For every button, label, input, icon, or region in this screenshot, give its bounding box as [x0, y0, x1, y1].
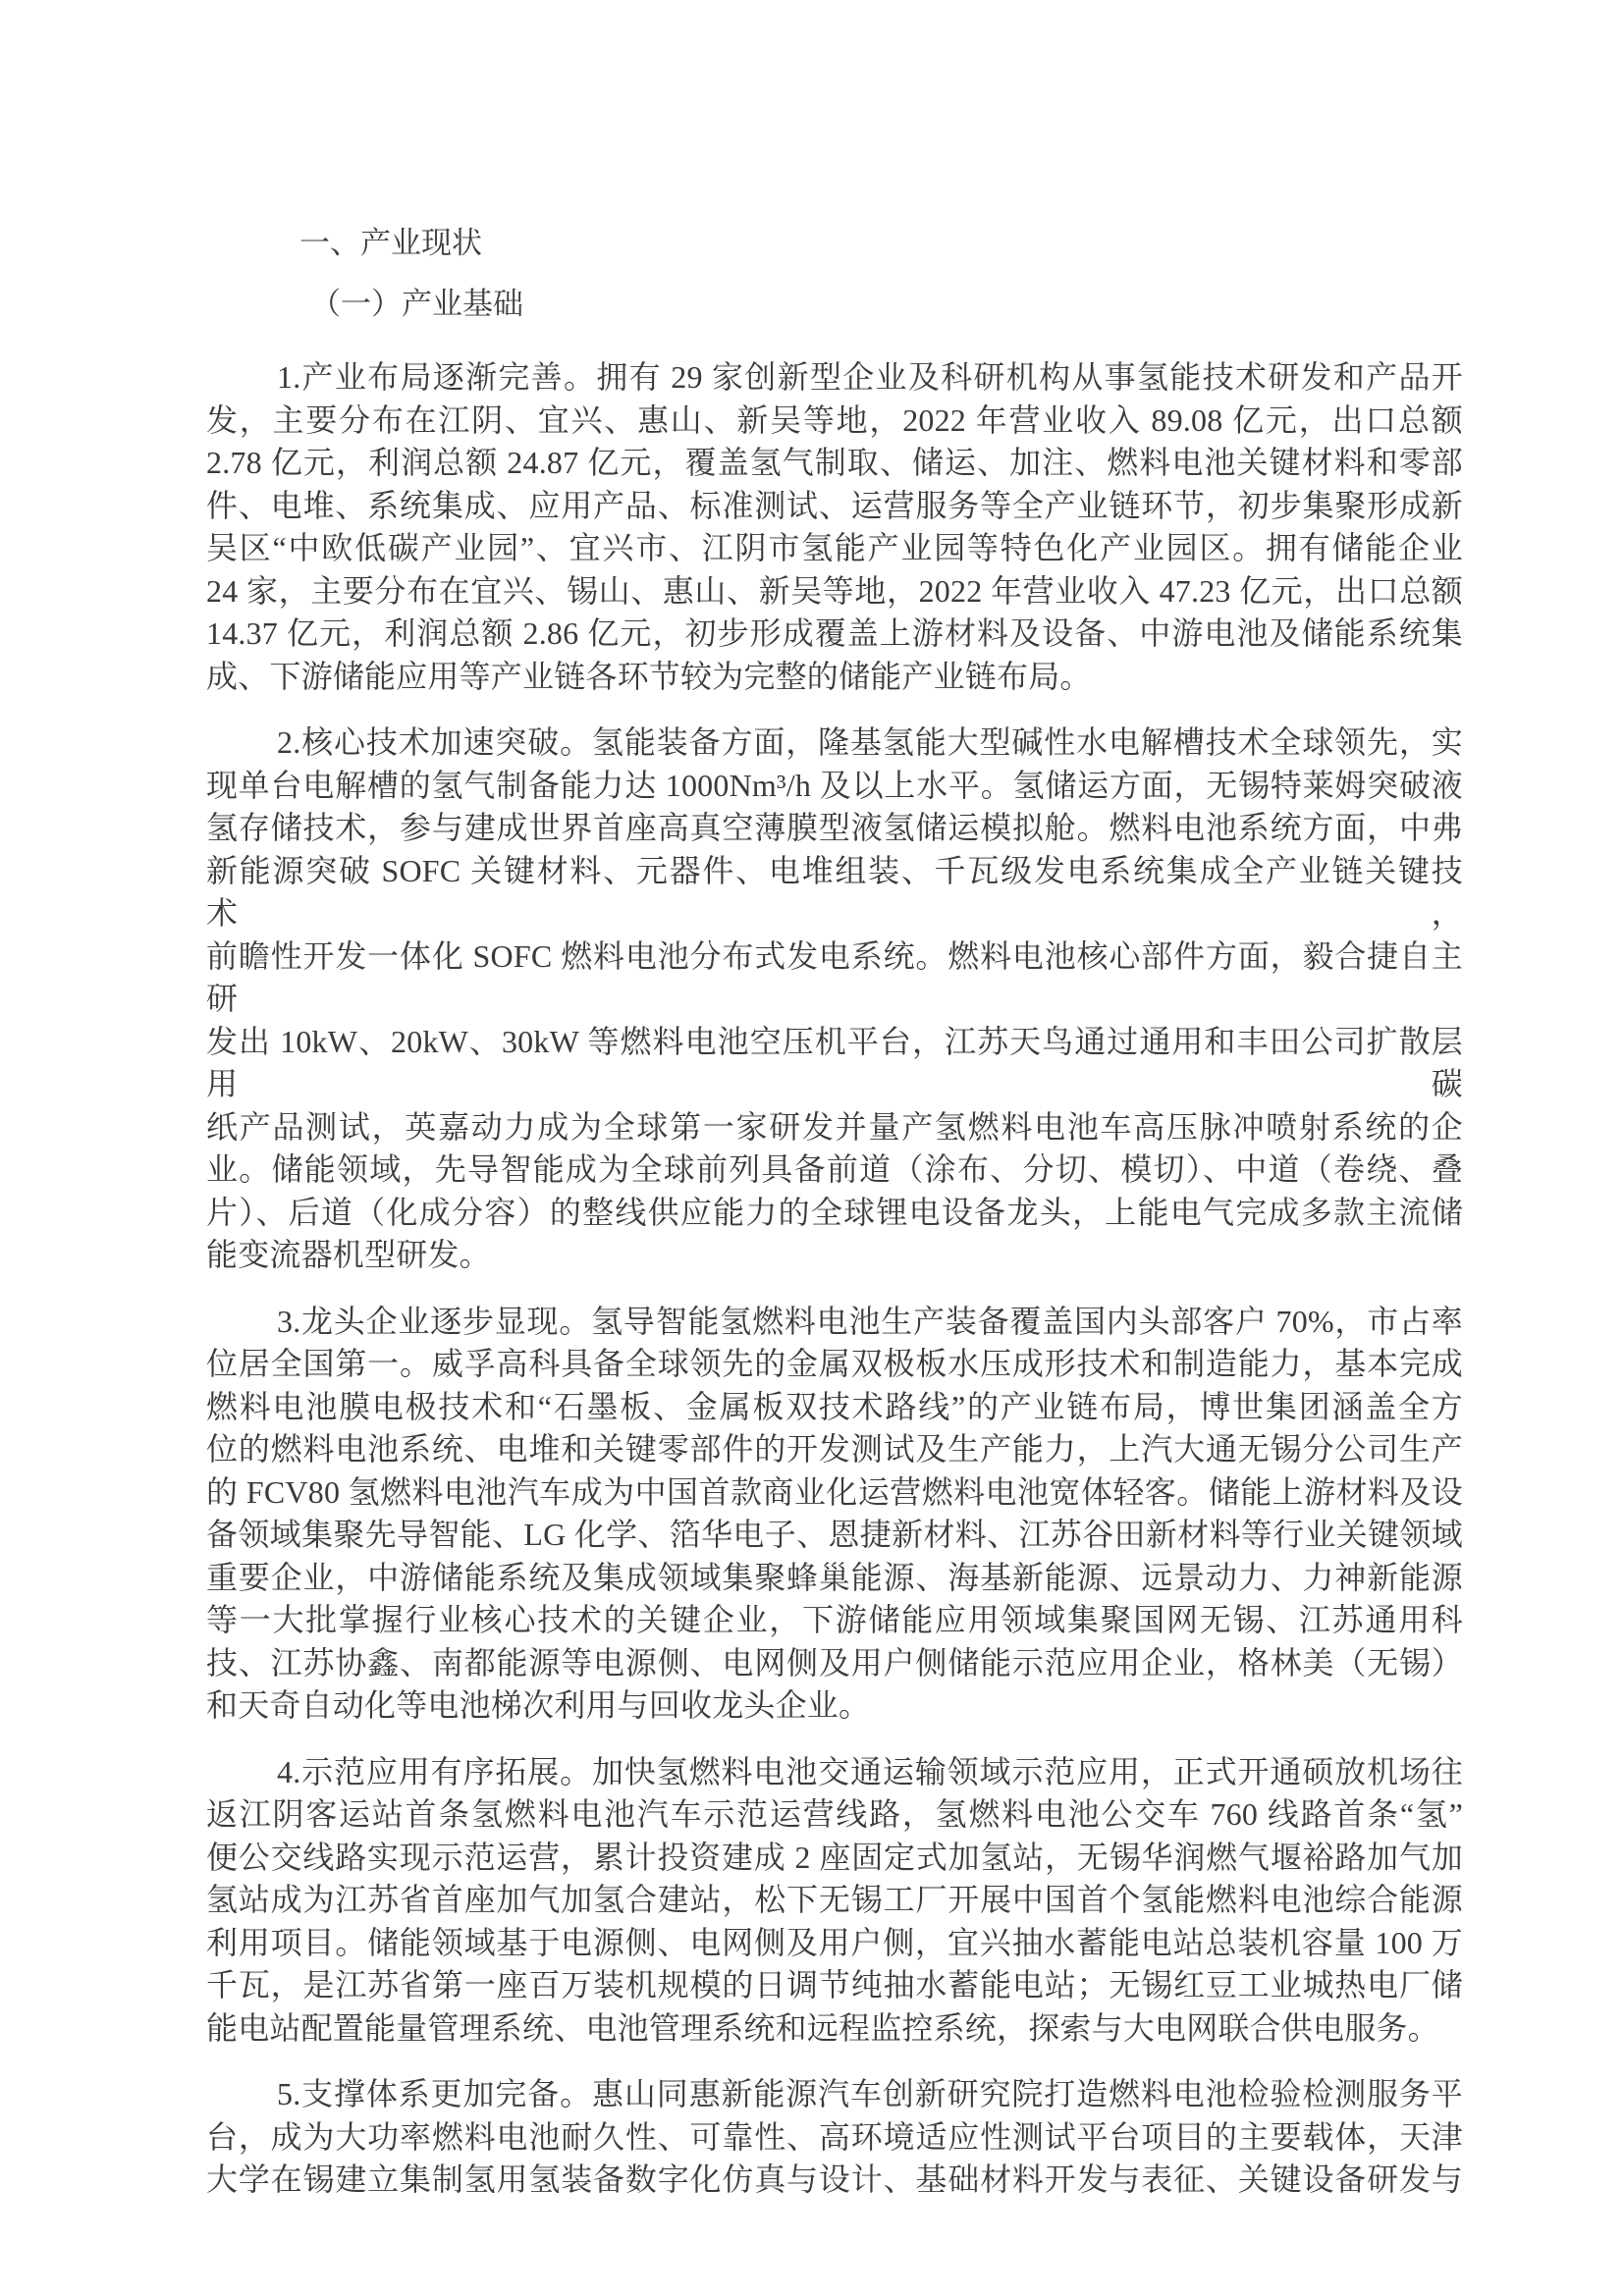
text-line: 氢站成为江苏省首座加气加氢合建站，松下无锡工厂开展中国首个氢能燃料电池综合能源	[206, 1882, 1463, 1917]
text-line: 成、下游储能应用等产业链各环节较为完整的储能产业链布局。	[206, 658, 1092, 694]
text-line: 便公交线路实现示范运营，累计投资建成 2 座固定式加氢站，无锡华润燃气堰裕路加气加	[206, 1839, 1463, 1875]
text-line: 吴区“中欧低碳产业园”、宜兴市、江阴市氢能产业园等特色化产业园区。拥有储能企业	[206, 530, 1463, 565]
body-paragraph	[206, 1301, 1463, 1728]
text-line: 14.37 亿元，利润总额 2.86 亿元，初步形成覆盖上游材料及设备、中游电池及储能系统集	[206, 615, 1463, 651]
body-text	[206, 356, 1463, 2202]
text-line: 2.核心技术加速突破。氢能装备方面，隆基氢能大型碱性水电解槽技术全球领先，实	[277, 724, 1463, 760]
text-line: 备领域集聚先导智能、LG 化学、箔华电子、恩捷新材料、江苏谷田新材料等行业关键领域	[206, 1517, 1463, 1552]
text-line: 4.示范应用有序拓展。加快氢燃料电池交通运输领域示范应用，正式开通硕放机场往	[277, 1753, 1463, 1789]
text-line: 能电站配置能量管理系统、电池管理系统和远程监控系统，探索与大电网联合供电服务。	[206, 2009, 1439, 2046]
text-line: 燃料电池膜电极技术和“石墨板、金属板双技术路线”的产业链布局，博世集团涵盖全方	[206, 1388, 1463, 1424]
subsection-heading: （一）产业基础	[310, 287, 523, 321]
text-line: 2.78 亿元，利润总额 24.87 亿元，覆盖氢气制取、储运、加注、燃料电池关键材料和零部	[206, 445, 1463, 480]
text-line: 业。储能领域，先导智能成为全球前列具备前道（涂布、分切、模切）、中道（卷绕、叠	[206, 1151, 1463, 1187]
body-paragraph	[206, 1751, 1463, 2051]
body-paragraph	[206, 2073, 1463, 2202]
text-line: 等一大批掌握行业核心技术的关键企业，下游储能应用领域集聚国网无锡、江苏通用科	[206, 1602, 1463, 1637]
text-line: 5.支撑体系更加完备。惠山同惠新能源汽车创新研究院打造燃料电池检验检测服务平	[277, 2076, 1463, 2111]
body-paragraph	[206, 721, 1463, 1277]
text-line: 3.龙头企业逐步显现。氢导智能氢燃料电池生产装备覆盖国内头部客户 70%，市占率	[277, 1303, 1463, 1339]
text-line: 技、江苏协鑫、南都能源等电源侧、电网侧及用户侧储能示范应用企业，格林美（无锡）	[206, 1644, 1463, 1681]
text-line: 氢存储技术，参与建成世界首座高真空薄膜型液氢储运模拟舱。燃料电池系统方面，中弗	[206, 810, 1463, 845]
text-line: 前瞻性开发一体化 SOFC 燃料电池分布式发电系统。燃料电池核心部件方面，毅合捷自主研	[206, 937, 1463, 1016]
text-line: 1.产业布局逐渐完善。拥有 29 家创新型企业及科研机构从事氢能技术研发和产品开	[277, 359, 1463, 395]
text-line: 发，主要分布在江阴、宜兴、惠山、新吴等地，2022 年营业收入 89.08 亿元，出口总额	[206, 401, 1463, 438]
text-line: 件、电堆、系统集成、应用产品、标准测试、运营服务等全产业链环节，初步集聚形成新	[206, 487, 1463, 523]
text-line: 新能源突破 SOFC 关键材料、元器件、电堆组装、千瓦级发电系统集成全产业链关键技术，	[206, 852, 1463, 931]
text-line: 台，成为大功率燃料电池耐久性、可靠性、高环境适应性测试平台项目的主要载体，天津	[206, 2118, 1463, 2155]
text-line: 现单台电解槽的氢气制备能力达 1000Nm³/h 及以上水平。氢储运方面，无锡特莱姆突破液	[206, 767, 1463, 803]
text-line: 位居全国第一。威孚高科具备全球领先的金属双极板水压成形技术和制造能力，基本完成	[206, 1346, 1463, 1381]
text-line: 位的燃料电池系统、电堆和关键零部件的开发测试及生产能力，上汽大通无锡分公司生产	[206, 1431, 1463, 1467]
section-heading: 一、产业现状	[299, 226, 482, 260]
text-line: 的 FCV80 氢燃料电池汽车成为中国首款商业化运营燃料电池宽体轻客。储能上游材料及设	[206, 1473, 1463, 1510]
text-line: 返江阴客运站首条氢燃料电池汽车示范运营线路，氢燃料电池公交车 760 线路首条“氢”	[206, 1796, 1463, 1832]
text-line: 能变流器机型研发。	[206, 1237, 491, 1272]
text-line: 大学在锡建立集制氢用氢装备数字化仿真与设计、基础材料开发与表征、关键设备研发与	[206, 2162, 1463, 2197]
text-line: 千瓦，是江苏省第一座百万装机规模的日调节纯抽水蓄能电站；无锡红豆工业城热电厂储	[206, 1967, 1463, 2002]
body-paragraph	[206, 356, 1463, 698]
text-line: 重要企业，中游储能系统及集成领域集聚蜂巢能源、海基新能源、远景动力、力神新能源	[206, 1559, 1463, 1595]
text-line: 纸产品测试，英嘉动力成为全球第一家研发并量产氢燃料电池车高压脉冲喷射系统的企	[206, 1108, 1463, 1145]
text-line: 片）、后道（化成分容）的整线供应能力的全球锂电设备龙头，上能电气完成多款主流储	[206, 1194, 1463, 1230]
text-line: 发出 10kW、20kW、30kW 等燃料电池空压机平台，江苏天鸟通过通用和丰田公司扩散层用碳	[206, 1023, 1463, 1101]
text-line: 24 家，主要分布在宜兴、锡山、惠山、新吴等地，2022 年营业收入 47.23 亿元，出口总额	[206, 572, 1463, 609]
text-line: 利用项目。储能领域基于电源侧、电网侧及用户侧，宜兴抽水蓄能电站总装机容量 100 万	[206, 1924, 1463, 1960]
text-line: 和天奇自动化等电池梯次利用与回收龙头企业。	[206, 1687, 871, 1723]
